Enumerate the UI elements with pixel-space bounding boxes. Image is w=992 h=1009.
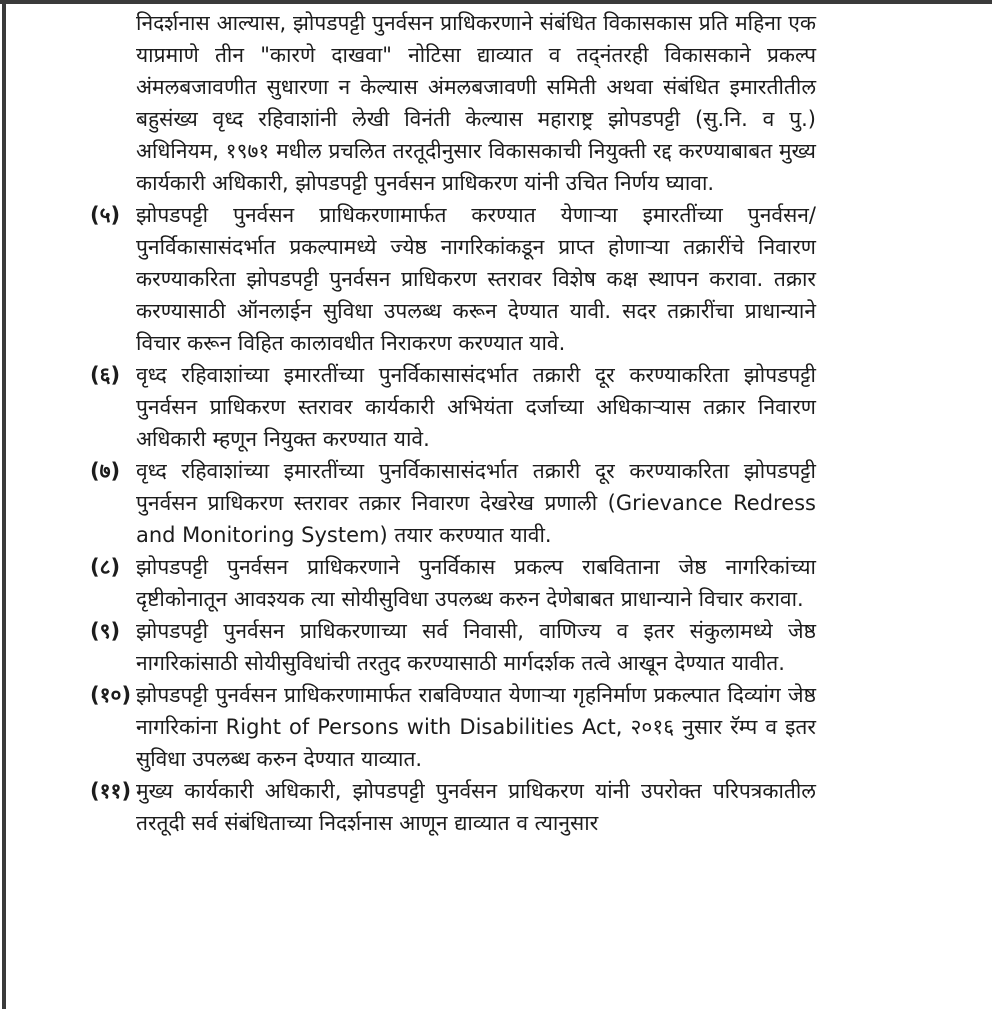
item-text: मुख्य कार्यकारी अधिकारी, झोपडपट्टी पुनर्वसन प्राधिकरण यांनी उपरोक्त परिपत्रकातील तरतूदी सर्व संबंधिताच्या निदर्शनास आणून द्याव्यात व त्यानुसार <box>136 779 816 835</box>
item-text: झोपडपट्टी पुनर्वसन प्राधिकरणाने पुनर्विकास प्रकल्प राबविताना जेष्ठ नागरिकांच्या दृष्टीकोनातून आवश्यक त्या सोयीसुविधा उपलब्ध करुन देणेबाबत प्राधान्याने विचार करावा. <box>136 555 816 611</box>
item-number: (११) <box>90 779 132 803</box>
item-number: (९) <box>90 619 121 643</box>
item-number: (६) <box>90 363 121 387</box>
list-item <box>90 775 816 839</box>
item-text: झोपडपट्टी पुनर्वसन प्राधिकरणाच्या सर्व निवासी, वाणिज्य व इतर संकुलामध्ये जेष्ठ नागरिकांसाठी सोयीसुविधांची तरतुद करण्यासाठी मार्गदर्शक तत्वे आखून देण्यात यावीत. <box>136 619 816 675</box>
item-text: वृध्द रहिवाशांच्या इमारतींच्या पुनर्विकासासंदर्भात तक्रारी दूर करण्याकरिता झोपडपट्टी पुनर्वसन प्राधिकरण स्तरावर कार्यकारी अभियंता दर्जाच्या अधिकाऱ्यास तक्रार निवारण अधिकारी म्हणून नियुक्त करण्यात यावे. <box>136 363 816 451</box>
item-number: (८) <box>90 555 121 579</box>
item-number: (१०) <box>90 683 132 707</box>
item-number: (७) <box>90 459 121 483</box>
list-item <box>90 679 816 775</box>
page-left-edge-bar <box>2 0 6 1009</box>
list-item <box>90 455 816 551</box>
item-text: झोपडपट्टी पुनर्वसन प्राधिकरणामार्फत करण्यात येणाऱ्या इमारतींच्या पुनर्वसन/ पुनर्विकासासंदर्भात प्रकल्पामध्ये ज्येष्ठ नागरिकांकडून प्राप्त होणाऱ्या तक्रारींचे निवारण करण्याकरिता झोपडपट्टी पुनर्वसन प्राधिकरण स्तरावर विशेष कक्ष स्थापन करावा. तक्रार करण्यासाठी ऑनलाईन सुविधा उपलब्ध करून देण्यात यावी. सदर तक्रारींचा प्राधान्याने विचार करून विहित कालावधीत निराकरण करण्यात यावे. <box>136 203 816 355</box>
item-text: झोपडपट्टी पुनर्वसन प्राधिकरणामार्फत राबविण्यात येणाऱ्या गृहनिर्माण प्रकल्पात दिव्यांग जेष्ठ नागरिकांना Right of Persons with Disabilities Act, २०१६ नुसार रॅम्प व इतर सुविधा उपलब्ध करुन देण्यात याव्यात. <box>136 683 816 771</box>
document-body <box>90 7 816 839</box>
intro-paragraph: निदर्शनास आल्यास, झोपडपट्टी पुनर्वसन प्राधिकरणाने संबंधित विकासकास प्रति महिना एक याप्रमाणे तीन "कारणे दाखवा" नोटिसा द्याव्यात व तद्नंतरही विकासकाने प्रकल्प अंमलबजावणीत सुधारणा न केल्यास अंमलबजावणी समिती अथवा संबंधित इमारतीतील बहुसंख्य वृध्द रहिवाशांनी लेखी विनंती केल्यास महाराष्ट्र झोपडपट्टी (सु.नि. व पु.) अधिनियम, १९७१ मधील प्रचलित तरतूदीनुसार विकासकाची नियुक्ती रद्द करण्याबाबत मुख्य कार्यकारी अधिकारी, झोपडपट्टी पुनर्वसन प्राधिकरण यांनी उचित निर्णय घ्यावा. <box>136 11 816 195</box>
list-item <box>90 199 816 359</box>
item-number: (५) <box>90 203 121 227</box>
item-text: वृध्द रहिवाशांच्या इमारतींच्या पुनर्विकासासंदर्भात तक्रारी दूर करण्याकरिता झोपडपट्टी पुनर्वसन प्राधिकरण स्तरावर तक्रार निवारण देखरेख प्रणाली (Grievance Redress and Monitoring System) तयार करण्यात यावी. <box>136 459 816 547</box>
page-top-edge-bar <box>0 0 992 4</box>
list-item <box>90 615 816 679</box>
list-item <box>90 359 816 455</box>
list-item <box>90 551 816 615</box>
